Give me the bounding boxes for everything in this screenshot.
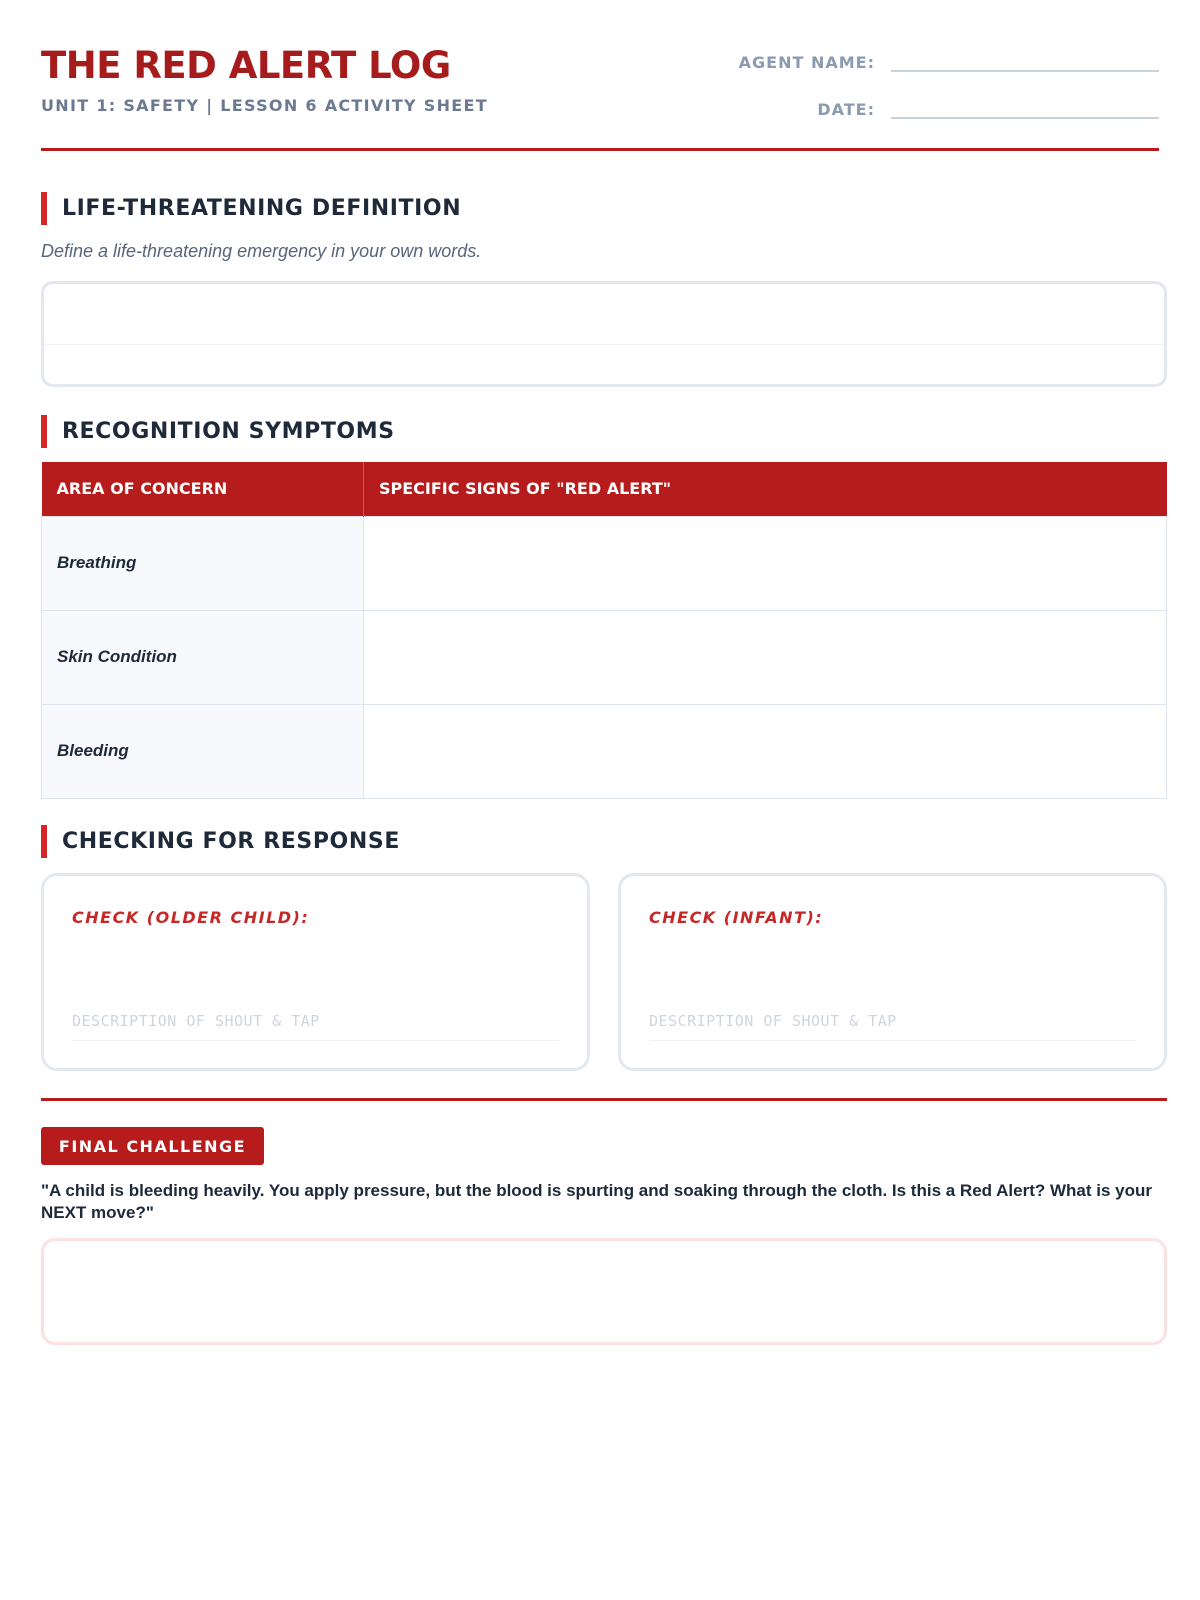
check-older-child-placeholder: DESCRIPTION OF SHOUT & TAP (72, 1012, 559, 1041)
page-subtitle: UNIT 1: SAFETY | LESSON 6 ACTIVITY SHEET (41, 96, 488, 115)
check-infant-placeholder: DESCRIPTION OF SHOUT & TAP (649, 1012, 1136, 1041)
date-row (685, 91, 1159, 119)
date-field[interactable] (891, 91, 1159, 119)
final-challenge-badge: FINAL CHALLENGE (41, 1127, 264, 1165)
table-row (42, 704, 1167, 798)
check-older-child-label: CHECK (OLDER CHILD): (72, 908, 310, 927)
area-cell: Breathing (42, 516, 364, 610)
definition-heading: LIFE-THREATENING DEFINITION (62, 196, 462, 221)
symptoms-section-head (41, 415, 395, 448)
agent-name-field[interactable] (891, 44, 1159, 72)
writing-line (44, 344, 1164, 345)
check-older-child-card[interactable] (41, 873, 590, 1071)
definition-answer-box[interactable] (41, 281, 1167, 387)
signs-answer-cell[interactable] (364, 610, 1167, 704)
definition-section-head (41, 192, 461, 225)
challenge-question: "A child is bleeding heavily. You apply pressure, but the blood is spurting and soaking through the cloth. Is this a Red Alert? What is your NEXT move?" (41, 1181, 1152, 1222)
response-heading: CHECKING FOR RESPONSE (62, 829, 400, 854)
area-cell: Skin Condition (42, 610, 364, 704)
section-marker (41, 415, 47, 448)
agent-name-row (685, 44, 1159, 72)
page-title: THE RED ALERT LOG (41, 44, 451, 87)
area-cell: Bleeding (42, 704, 364, 798)
date-label: DATE: (817, 100, 875, 119)
table-row (42, 516, 1167, 610)
symptoms-heading: RECOGNITION SYMPTOMS (62, 419, 395, 444)
definition-instruction: Define a life-threatening emergency in your own words. (41, 241, 482, 261)
check-infant-card[interactable] (618, 873, 1167, 1071)
table-header-row (42, 462, 1167, 516)
section-divider (41, 1098, 1167, 1101)
section-marker (41, 825, 47, 858)
challenge-answer-box[interactable] (41, 1238, 1167, 1345)
column-header-area: AREA OF CONCERN (42, 462, 364, 516)
response-section-head (41, 825, 400, 858)
signs-answer-cell[interactable] (364, 704, 1167, 798)
agent-name-label: AGENT NAME: (738, 53, 875, 72)
table-row (42, 610, 1167, 704)
header (41, 0, 1159, 151)
symptoms-table (41, 462, 1167, 799)
signs-answer-cell[interactable] (364, 516, 1167, 610)
section-marker (41, 192, 47, 225)
column-header-signs: SPECIFIC SIGNS OF "RED ALERT" (364, 462, 1167, 516)
check-infant-label: CHECK (INFANT): (649, 908, 824, 927)
